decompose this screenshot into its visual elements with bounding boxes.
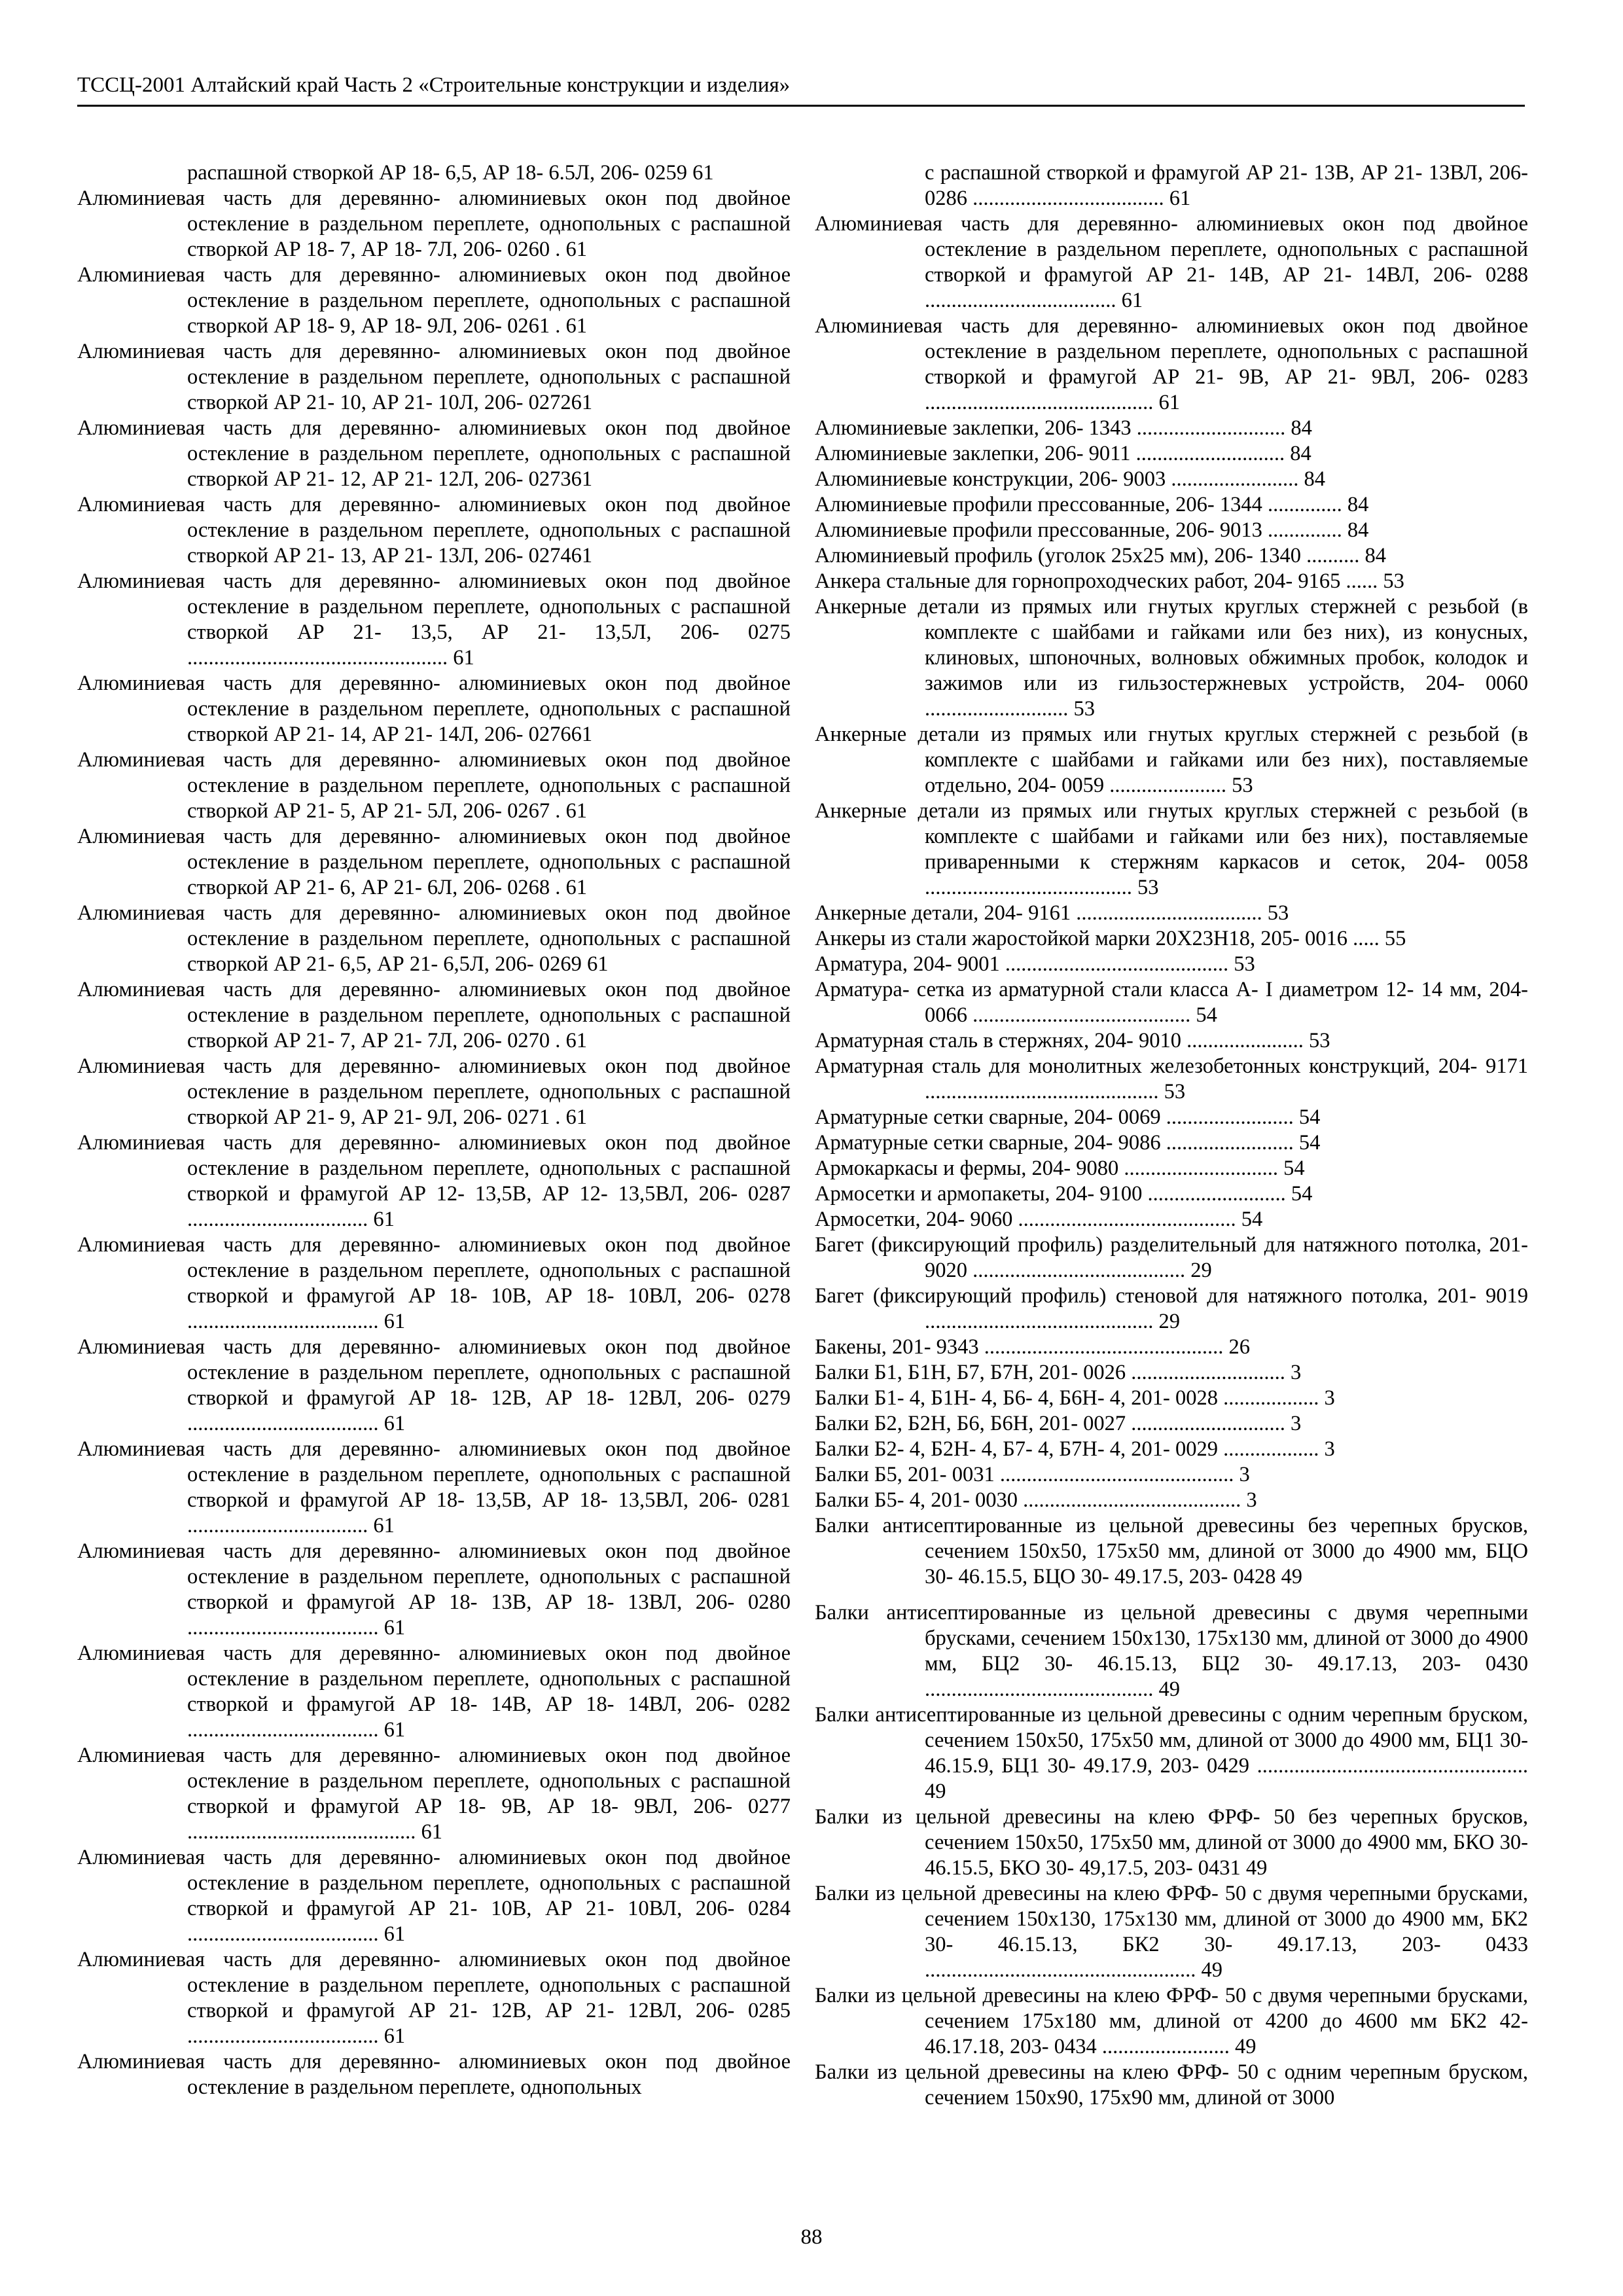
index-entry: Арматурная сталь для монолитных железобетонных конструкций, 204- 9171 ............................................ 53 bbox=[815, 1054, 1528, 1103]
index-entry: Алюминиевая часть для деревянно- алюминиевых окон под двойное остекление в раздельном переплете, однопольных с распашной створкой и фрамугой АР 18- 13,5В, АР 18- 13,5ВЛ, 206- 0281 .................................. 61 bbox=[77, 1437, 791, 1537]
index-entry: Алюминиевые профили прессованные, 206- 1344 .............. 84 bbox=[815, 493, 1369, 516]
index-entry: Алюминиевая часть для деревянно- алюминиевых окон под двойное остекление в раздельном переплете, однопольных с распашной створкой и фрамугой АР 18- 10В, АР 18- 10ВЛ, 206- 0278 .................................... 61 bbox=[77, 1233, 791, 1333]
running-header: ТССЦ-2001 Алтайский край Часть 2 «Строительные конструкции и изделия» bbox=[77, 71, 1525, 107]
index-entry: распашной створкой АР 18- 6,5, АР 18- 6.5Л, 206- 0259 61 bbox=[187, 161, 714, 185]
index-entry: Балки из цельной древесины на клею ФРФ- 50 с одним черепным бруском, сечением 150х90, 175х90 мм, длиной от 3000 bbox=[815, 2060, 1528, 2109]
index-entry: Арматура, 204- 9001 .......................................... 53 bbox=[815, 952, 1255, 976]
index-entry: Алюминиевая часть для деревянно- алюминиевых окон под двойное остекление в раздельном переплете, однопольных с распашной створкой АР 21- 7, АР 21- 7Л, 206- 0270 . 61 bbox=[77, 978, 791, 1052]
index-column-left bbox=[77, 160, 791, 2100]
index-entry: Балки из цельной древесины на клею ФРФ- 50 без черепных брусков, сечением 150х50, 175х50 мм, длиной от 3000 до 4900 мм, БКО 30- 46.15.5, БКО 30- 49,17.5, 203- 0431 49 bbox=[815, 1805, 1528, 1880]
index-entry: Алюминиевая часть для деревянно- алюминиевых окон под двойное остекление в раздельном переплете, однопольных с распашной створкой и фрамугой АР 21- 12В, АР 21- 12ВЛ, 206- 0285 .................................... 61 bbox=[77, 1948, 791, 2048]
index-entry: Алюминиевая часть для деревянно- алюминиевых окон под двойное остекление в раздельном переплете, однопольных с распашной створкой АР 21- 6, АР 21- 6Л, 206- 0268 . 61 bbox=[77, 825, 791, 899]
index-entry: Алюминиевые конструкции, 206- 9003 ........................ 84 bbox=[815, 467, 1325, 491]
index-entry: Алюминиевая часть для деревянно- алюминиевых окон под двойное остекление в раздельном переплете, однопольных bbox=[77, 2050, 791, 2099]
index-entry: Армокаркасы и фермы, 204- 9080 ............................. 54 bbox=[815, 1157, 1305, 1180]
index-entry: Анкерные детали из прямых или гнутых круглых стержней с резьбой (в комплекте с шайбами и гайками или без них), из конусных, клиновых, шпоночных, волновых обжимных пробок, колодок и зажимов или из гильзостержневых устройств, 204- 0060 ........................... 53 bbox=[815, 595, 1528, 721]
index-entry: Алюминиевая часть для деревянно- алюминиевых окон под двойное остекление в раздельном переплете, однопольных с распашной створкой и фрамугой АР 18- 12В, АР 18- 12ВЛ, 206- 0279 .................................... 61 bbox=[77, 1335, 791, 1435]
index-entry: Алюминиевые заклепки, 206- 9011 ............................ 84 bbox=[815, 442, 1311, 465]
index-entry: Алюминиевая часть для деревянно- алюминиевых окон под двойное остекление в раздельном переплете, однопольных с распашной створкой АР 21- 14, АР 21- 14Л, 206- 027661 bbox=[77, 672, 791, 746]
index-entry: Багет (фиксирующий профиль) стеновой для натяжного потолка, 201- 9019 ........................................... 29 bbox=[815, 1284, 1528, 1333]
index-entry: Алюминиевая часть для деревянно- алюминиевых окон под двойное остекление в раздельном переплете, однопольных с распашной створкой АР 21- 12, АР 21- 12Л, 206- 027361 bbox=[77, 416, 791, 491]
index-entry: Алюминиевая часть для деревянно- алюминиевых окон под двойное остекление в раздельном переплете, однопольных с распашной створкой АР 21- 6,5, АР 21- 6,5Л, 206- 0269 61 bbox=[77, 901, 791, 976]
index-entry: Балки из цельной древесины на клею ФРФ- 50 с двумя черепными брусками, сечением 175х180 мм, длиной от 4200 до 4600 мм БК2 42- 46.17.18, 203- 0434 ........................ 49 bbox=[815, 1984, 1528, 2058]
index-entry: Алюминиевая часть для деревянно- алюминиевых окон под двойное остекление в раздельном переплете, однопольных с распашной створкой АР 21- 5, АР 21- 5Л, 206- 0267 . 61 bbox=[77, 748, 791, 823]
index-entry: Алюминиевая часть для деревянно- алюминиевых окон под двойное остекление в раздельном переплете, однопольных с распашной створкой АР 21- 9, АР 21- 9Л, 206- 0271 . 61 bbox=[77, 1054, 791, 1129]
index-entry: Балки Б5, 201- 0031 ............................................ 3 bbox=[815, 1463, 1250, 1486]
index-entry: Алюминиевая часть для деревянно- алюминиевых окон под двойное остекление в раздельном переплете, однопольных с распашной створкой и фрамугой АР 21- 10В, АР 21- 10ВЛ, 206- 0284 .................................... 61 bbox=[77, 1846, 791, 1946]
index-entry: Алюминиевая часть для деревянно- алюминиевых окон под двойное остекление в раздельном переплете, однопольных с распашной створкой и фрамугой АР 21- 9В, АР 21- 9ВЛ, 206- 0283 ........................................... 61 bbox=[815, 314, 1528, 414]
index-entry: Балки антисептированные из цельной древесины без черепных брусков, сечением 150х50, 175х50 мм, длиной от 3000 до 4900 мм, БЦО 30- 46.15.5, БЦО 30- 49.17.5, 203- 0428 49 bbox=[815, 1514, 1528, 1588]
index-entry: Алюминиевый профиль (уголок 25х25 мм), 206- 1340 .......... 84 bbox=[815, 544, 1386, 567]
index-entry: Алюминиевая часть для деревянно- алюминиевых окон под двойное остекление в раздельном переплете, однопольных с распашной створкой АР 18- 7, АР 18- 7Л, 206- 0260 . 61 bbox=[77, 187, 791, 261]
index-entry: Балки Б1- 4, Б1Н- 4, Б6- 4, Б6Н- 4, 201- 0028 .................. 3 bbox=[815, 1386, 1335, 1410]
index-entry: Балки антисептированные из цельной древесины с двумя черепными брусками, сечением 150х130, 175х130 мм, длиной от 3000 до 4900 мм, БЦ2 30- 46.15.13, БЦ2 30- 49.17.13, 203- 0430 ........................................... 49 bbox=[815, 1601, 1528, 1701]
index-entry: Алюминиевая часть для деревянно- алюминиевых окон под двойное остекление в раздельном переплете, однопольных с распашной створкой АР 18- 9, АР 18- 9Л, 206- 0261 . 61 bbox=[77, 263, 791, 338]
index-entry: Алюминиевая часть для деревянно- алюминиевых окон под двойное остекление в раздельном переплете, однопольных с распашной створкой и фрамугой АР 18- 13В, АР 18- 13ВЛ, 206- 0280 .................................... 61 bbox=[77, 1539, 791, 1640]
index-entry: Алюминиевая часть для деревянно- алюминиевых окон под двойное остекление в раздельном переплете, однопольных с распашной створкой АР 21- 10, АР 21- 10Л, 206- 027261 bbox=[77, 340, 791, 414]
index-entry: Алюминиевая часть для деревянно- алюминиевых окон под двойное остекление в раздельном переплете, однопольных с распашной створкой и фрамугой АР 18- 9В, АР 18- 9ВЛ, 206- 0277 ........................................... 61 bbox=[77, 1744, 791, 1844]
index-entry: Алюминиевая часть для деревянно- алюминиевых окон под двойное остекление в раздельном переплете, однопольных с распашной створкой и фрамугой АР 18- 14В, АР 18- 14ВЛ, 206- 0282 .................................... 61 bbox=[77, 1641, 791, 1742]
index-entry: Анкерные детали из прямых или гнутых круглых стержней с резьбой (в комплекте с шайбами и гайками или без них), поставляемые отдельно, 204- 0059 ...................... 53 bbox=[815, 723, 1528, 797]
index-entry: Балки антисептированные из цельной древесины с одним черепным бруском, сечением 150х50, 175х50 мм, длиной от 3000 до 4900 мм, БЦ1 30- 46.15.9, БЦ1 30- 49.17.9, 203- 0429 ................................................... 49 bbox=[815, 1703, 1528, 1803]
index-entry: Балки Б2, Б2Н, Б6, Б6Н, 201- 0027 ............................. 3 bbox=[815, 1412, 1302, 1435]
index-entry: Алюминиевые заклепки, 206- 1343 ............................ 84 bbox=[815, 416, 1312, 440]
index-entry: Алюминиевая часть для деревянно- алюминиевых окон под двойное остекление в раздельном переплете, однопольных с распашной створкой АР 21- 13, АР 21- 13Л, 206- 027461 bbox=[77, 493, 791, 567]
index-entry: Балки Б5- 4, 201- 0030 ......................................... 3 bbox=[815, 1488, 1257, 1512]
index-entry: Балки Б2- 4, Б2Н- 4, Б7- 4, Б7Н- 4, 201- 0029 .................. 3 bbox=[815, 1437, 1335, 1461]
index-entry: Арматура- сетка из арматурной стали класса А- I диаметром 12- 14 мм, 204- 0066 ......................................... 54 bbox=[815, 978, 1528, 1027]
index-entry: Алюминиевая часть для деревянно- алюминиевых окон под двойное остекление в раздельном переплете, однопольных с распашной створкой и фрамугой АР 21- 14В, АР 21- 14ВЛ, 206- 0288 .................................... 61 bbox=[815, 212, 1528, 312]
index-entry: Анкерные детали, 204- 9161 ................................... 53 bbox=[815, 901, 1289, 925]
index-entry: Алюминиевые профили прессованные, 206- 9013 .............. 84 bbox=[815, 518, 1369, 542]
index-entry: Армосетки, 204- 9060 ......................................... 54 bbox=[815, 1208, 1263, 1231]
index-entry: Балки из цельной древесины на клею ФРФ- 50 с двумя черепными брусками, сечением 150х130, 175х130 мм, длиной от 3000 до 4900 мм, БК2 30- 46.15.13, БК2 30- 49.17.13, 203- 0433 ................................................... 49 bbox=[815, 1882, 1528, 1982]
index-entry: Анкеры из стали жаростойкой марки 20Х23Н18, 205- 0016 ..... 55 bbox=[815, 927, 1406, 950]
index-entry: Балки Б1, Б1Н, Б7, Б7Н, 201- 0026 ............................. 3 bbox=[815, 1361, 1302, 1384]
index-entry: Арматурная сталь в стержнях, 204- 9010 ...................... 53 bbox=[815, 1029, 1330, 1052]
index-entry: Алюминиевая часть для деревянно- алюминиевых окон под двойное остекление в раздельном переплете, однопольных с распашной створкой и фрамугой АР 12- 13,5В, АР 12- 13,5ВЛ, 206- 0287 .................................. 61 bbox=[77, 1131, 791, 1231]
index-entry: с распашной створкой и фрамугой АР 21- 13В, АР 21- 13ВЛ, 206- 0286 .................................... 61 bbox=[925, 161, 1528, 210]
index-entry: Анкера стальные для горнопроходческих работ, 204- 9165 ...... 53 bbox=[815, 569, 1404, 593]
index-entry: Армосетки и армопакеты, 204- 9100 .......................... 54 bbox=[815, 1182, 1313, 1206]
index-column-right bbox=[815, 160, 1528, 2111]
index-entry: Анкерные детали из прямых или гнутых круглых стержней с резьбой (в комплекте с шайбами и гайками или без них), поставляемые приваренными к стержням каркасов и сеток, 204- 0058 ....................................... 53 bbox=[815, 799, 1528, 899]
index-entry: Арматурные сетки сварные, 204- 0069 ........................ 54 bbox=[815, 1105, 1321, 1129]
index-entry: Алюминиевая часть для деревянно- алюминиевых окон под двойное остекление в раздельном переплете, однопольных с распашной створкой АР 21- 13,5, АР 21- 13,5Л, 206- 0275 ................................................. 61 bbox=[77, 569, 791, 670]
index-entry: Багет (фиксирующий профиль) разделительный для натяжного потолка, 201- 9020 ........................................ 29 bbox=[815, 1233, 1528, 1282]
page-number: 88 bbox=[800, 2225, 823, 2249]
index-entry: Арматурные сетки сварные, 204- 9086 ........................ 54 bbox=[815, 1131, 1321, 1155]
index-entry: Бакены, 201- 9343 ............................................. 26 bbox=[815, 1335, 1251, 1359]
